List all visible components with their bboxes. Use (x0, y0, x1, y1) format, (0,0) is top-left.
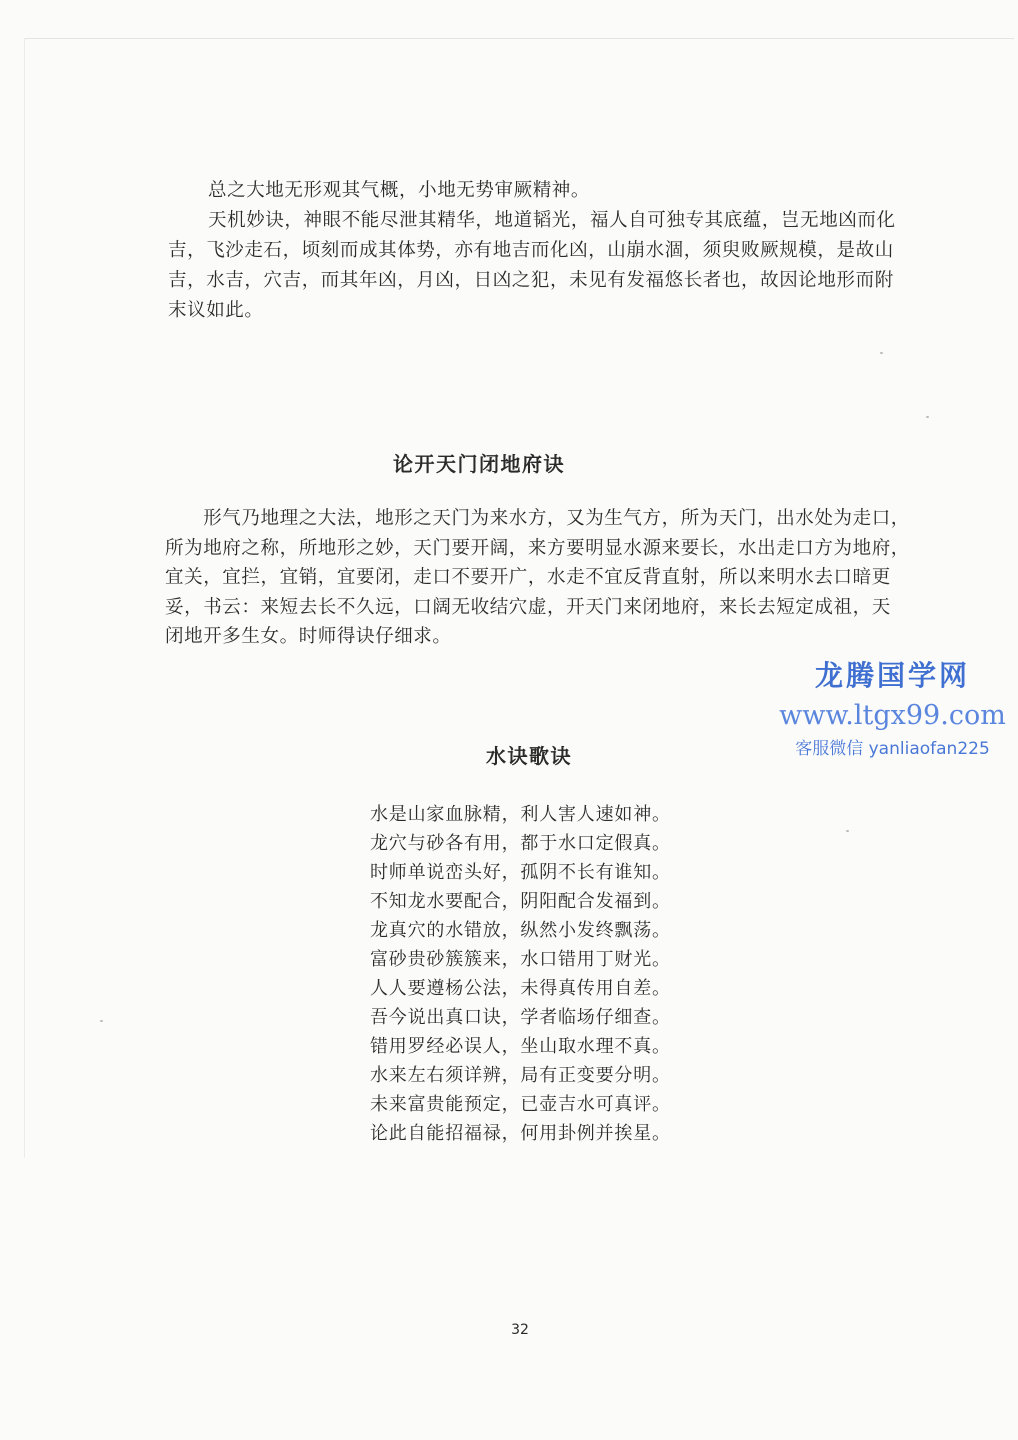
poem-verses (370, 800, 700, 1148)
paragraph-line: 闭地开多生女。时师得诀仔细求。 (165, 626, 452, 647)
paragraph-line: 妥，书云：来短去长不久远，口阔无收结穴虚，开天门来闭地府，来长去短定成祖，天 (165, 596, 891, 618)
page-border-top (24, 38, 1014, 39)
section-heading-shuijue: 水诀歌诀 (486, 744, 572, 768)
paragraph-tianji (168, 206, 913, 326)
poem-line: 论此自能招福禄，何用卦例并挨星。 (370, 1123, 671, 1144)
scan-speck (880, 352, 883, 354)
paragraph-tianmen (165, 504, 915, 652)
poem-line: 吾今说出真口诀，学者临场仔细查。 (370, 1007, 671, 1028)
watermark-title: 龙腾国学网 (814, 659, 970, 692)
page-number: 32 (511, 1322, 529, 1338)
watermark-contact: 客服微信 yanliaofan225 (795, 739, 990, 759)
poem-line: 错用罗经必误人，坐山取水理不真。 (370, 1036, 671, 1057)
poem-line: 时师单说峦头好，孤阴不长有谁知。 (370, 862, 671, 883)
scan-speck (100, 1020, 103, 1022)
section-heading-tianmen: 论开天门闭地府诀 (393, 452, 565, 476)
paragraph-summary: 总之大地无形观其气概，小地无势审厥精神。 (208, 180, 591, 201)
paragraph-line: 天机妙诀，神眼不能尽泄其精华，地道韬光，福人自可独专其底蕴，岂无地凶而化 (208, 210, 896, 231)
paragraph-line: 吉，飞沙走石，顷刻而成其体势，亦有地吉而化凶，山崩水涸，须臾败厥规模，是故山 (168, 240, 894, 261)
paragraph-line: 所为地府之称，所地形之妙，天门要开阔，来方要明显水源来要长，水出走口方为地府， (165, 537, 910, 559)
scan-speck (846, 830, 849, 832)
paragraph-line: 末议如此。 (168, 300, 264, 321)
scan-speck (926, 416, 929, 418)
watermark-url[interactable]: www.ltgx99.com (779, 700, 1006, 731)
page-border-left (24, 38, 25, 1158)
poem-line: 不知龙水要配合，阴阳配合发福到。 (370, 891, 671, 912)
poem-line: 龙穴与砂各有用，都于水口定假真。 (370, 833, 671, 854)
poem-line: 未来富贵能预定，已壶吉水可真评。 (370, 1094, 671, 1115)
paragraph-line: 宜关，宜拦，宜销，宜要闭，走口不要开广，水走不宜反背直射，所以来明水去口暗更 (165, 567, 891, 588)
paragraph-line: 形气乃地理之大法，地形之天门为来水方，又为生气方，所为天门，出水处为走口， (165, 508, 910, 529)
poem-line: 人人要遵杨公法，未得真传用自差。 (370, 978, 671, 999)
poem-line: 富砂贵砂簇簇来，水口错用丁财光。 (370, 949, 671, 970)
poem-line: 水是山家血脉精，利人害人速如神。 (370, 804, 671, 825)
poem-line: 龙真穴的水错放，纵然小发终飘荡。 (370, 920, 671, 941)
paragraph-line: 吉，水吉，穴吉，而其年凶，月凶，日凶之犯，未见有发福悠长者也，故因论地形而附 (168, 270, 894, 291)
poem-line: 水来左右须详辨，局有正变要分明。 (370, 1065, 671, 1086)
